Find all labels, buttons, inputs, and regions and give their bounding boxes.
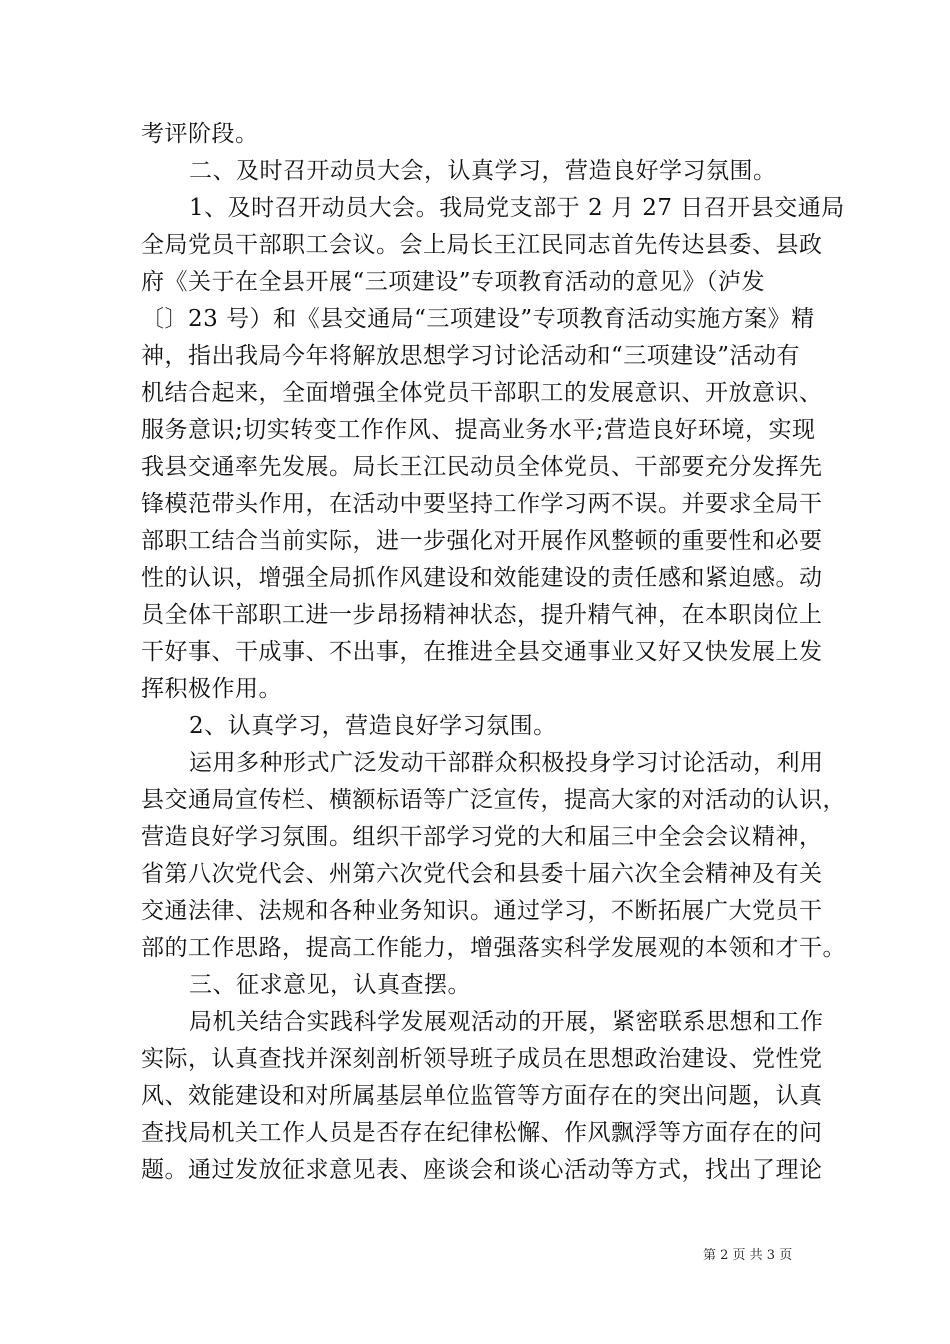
text-line: 风、效能建设和对所属基层单位监管等方面存在的突出问题，认真 [141,1083,823,1109]
subsection-heading: 1、及时召开动员大会。我局党支部于 2 月 27 日召开县交通局 [189,195,845,221]
text-line: 题。通过发放征求意见表、座谈会和谈心活动等方式，找出了理论 [141,1157,823,1183]
text-line: 锋模范带头作用，在活动中要坚持工作学习两不误。并要求全局干 [141,491,823,517]
subsection-heading: 2、认真学习，营造良好学习氛围。 [189,713,557,739]
text-line: 机结合起来，全面增强全体党员干部职工的发展意识、开放意识、 [141,380,823,406]
text-line: 县交通局宣传栏、横额标语等广泛宣传，提高大家的对活动的认识， [141,787,846,813]
section-heading: 三、征求意见，认真查摆。 [189,972,471,998]
text-line: 性的认识，增强全局抓作风建设和效能建设的责任感和紧迫感。动 [141,565,823,591]
text-line: 交通法律、法规和各种业务知识。通过学习，不断拓展广大党员干 [141,898,823,924]
text-line: 局机关结合实践科学发展观活动的开展，紧密联系思想和工作 [189,1009,824,1035]
section-heading: 二、及时召开动员大会，认真学习，营造良好学习氛围。 [189,158,777,184]
text-line: 〔〕23 号）和《县交通局“三项建设”专项教育活动实施方案》精 [141,306,815,332]
text-line: 员全体干部职工进一步昂扬精神状态，提升精气神，在本职岗位上 [141,602,823,628]
text-line: 神，指出我局今年将解放思想学习讨论活动和“三项建设”活动有 [141,343,801,369]
text-line: 省第八次党代会、州第六次党代会和县委十届六次全会精神及有关 [141,861,823,887]
text-line: 府《关于在全县开展“三项建设”专项教育活动的意见》（泸发 [141,269,766,295]
page-number: 第 2 页 共 3 页 [703,1248,793,1263]
text-line: 挥积极作用。 [141,676,282,702]
text-line: 全局党员干部职工会议。会上局长王江民同志首先传达县委、县政 [141,232,823,258]
text-line: 服务意识;切实转变工作作风、提高业务水平;营造良好环境，实现 [141,417,816,443]
text-line: 实际，认真查找并深刻剖析领导班子成员在思想政治建设、党性党 [141,1046,823,1072]
text-line: 营造良好学习氛围。组织干部学习党的大和届三中全会会议精神， [141,824,823,850]
text-line: 运用多种形式广泛发动干部群众积极投身学习讨论活动，利用 [189,750,824,776]
text-line: 部职工结合当前实际，进一步强化对开展作风整顿的重要性和必要 [141,528,823,554]
text-line: 我县交通率先发展。局长王江民动员全体党员、干部要充分发挥先 [141,454,823,480]
text-line: 干好事、干成事、不出事，在推进全县交通事业又好又快发展上发 [141,639,823,665]
text-line: 考评阶段。 [141,121,259,147]
text-line: 查找局机关工作人员是否存在纪律松懈、作风飘浮等方面存在的问 [141,1120,823,1146]
text-line: 部的工作思路，提高工作能力，增强落实科学发展观的本领和才干。 [141,935,846,961]
